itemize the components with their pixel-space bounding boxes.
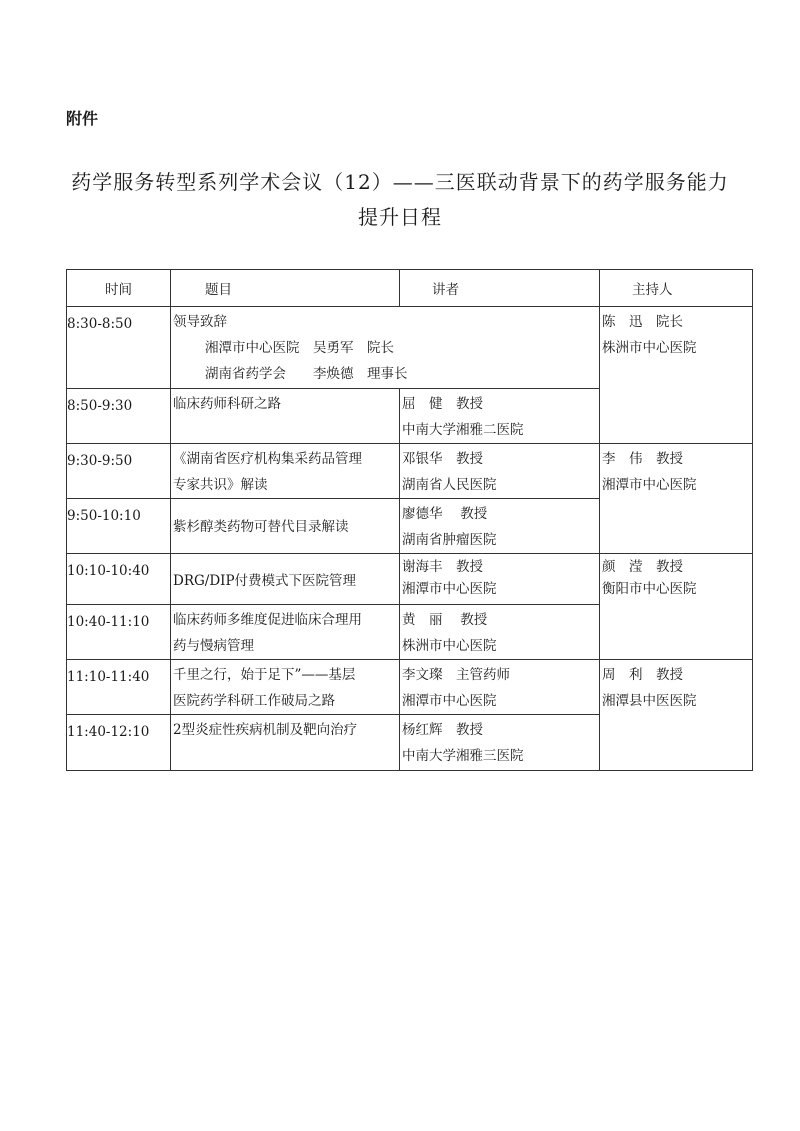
- speaker-name: 廖德华 教授: [402, 506, 488, 522]
- header-speaker-label: 讲者: [432, 282, 459, 298]
- time-text: 11:10-11:40: [67, 669, 150, 685]
- topic-cell: [171, 499, 400, 554]
- topic-text: 临床药师多维度促进临床合理用: [173, 612, 362, 628]
- table-row: [67, 660, 753, 715]
- topic-cell: [171, 444, 400, 499]
- schedule-table: [66, 269, 753, 771]
- time-cell: [67, 605, 171, 660]
- topic-cell: [171, 554, 400, 605]
- speaker-org: 湘潭市中心医院: [402, 693, 497, 709]
- topic-text: DRG/DIP付费模式下医院管理: [173, 573, 357, 589]
- host-name: 周 利 教授: [602, 667, 683, 683]
- speaker-org: 湖南省人民医院: [402, 477, 497, 493]
- time-text: 8:30-8:50: [67, 316, 133, 332]
- document-title-line1: 药学服务转型系列学术会议（12）——三医联动背景下的药学服务能力: [71, 170, 729, 194]
- topic-text: 紫杉醇类药物可替代目录解读: [173, 519, 349, 535]
- topic-text: 临床药师科研之路: [173, 396, 281, 412]
- time-text: 8:50-9:30: [67, 398, 133, 414]
- speaker-name: 黄 丽 教授: [402, 612, 488, 628]
- time-cell: [67, 389, 171, 444]
- host-org: 湘潭县中医医院: [602, 693, 697, 709]
- speaker-cell: [400, 389, 600, 444]
- speaker-name: 屈 健 教授: [402, 396, 483, 412]
- topic-text: 湖南省药学会 李焕德 理事长: [205, 366, 408, 382]
- speaker-org: 湖南省肿瘤医院: [402, 532, 497, 548]
- speaker-name: 杨红辉 教授: [402, 722, 483, 738]
- speaker-cell: [400, 499, 600, 554]
- topic-text: 专家共识》解读: [173, 477, 268, 493]
- time-cell: [67, 660, 171, 715]
- speaker-cell: [400, 660, 600, 715]
- header-speaker: [400, 270, 600, 307]
- topic-text: 湘潭市中心医院 吴勇军 院长: [205, 340, 394, 356]
- topic-cell: [171, 715, 400, 771]
- speaker-cell: [400, 715, 600, 771]
- time-text: 10:40-11:10: [67, 614, 150, 630]
- speaker-org: 株洲市中心医院: [402, 638, 497, 654]
- table-header-row: [67, 270, 753, 307]
- speaker-cell: [400, 605, 600, 660]
- topic-cell: [171, 660, 400, 715]
- host-org: 湘潭市中心医院: [602, 477, 697, 493]
- host-cell: [600, 444, 753, 554]
- topic-text: 药与慢病管理: [173, 638, 254, 654]
- speaker-name: 谢海丰 教授: [402, 559, 483, 575]
- time-cell: [67, 715, 171, 771]
- host-name: 颜 滢 教授: [602, 559, 683, 575]
- host-cell: [600, 554, 753, 660]
- topic-text: 千里之行，始于足下”——基层: [173, 667, 356, 683]
- time-text: 11:40-12:10: [67, 724, 150, 740]
- speaker-cell: [400, 444, 600, 499]
- host-name: 李 伟 教授: [602, 451, 683, 467]
- header-topic: [171, 270, 400, 307]
- topic-cell: [171, 389, 400, 444]
- header-host-label: 主持人: [632, 282, 673, 298]
- host-name: 陈 迅 院长: [602, 314, 683, 330]
- header-host: [600, 270, 753, 307]
- speaker-name: 李文璨 主管药师: [402, 667, 510, 683]
- host-org: 株洲市中心医院: [602, 340, 697, 356]
- time-text: 10:10-10:40: [67, 563, 150, 579]
- table-row: [67, 444, 753, 499]
- document-title-line2: 提升日程: [358, 205, 442, 229]
- topic-text: 《湖南省医疗机构集采药品管理: [173, 451, 362, 467]
- speaker-org: 中南大学湘雅三医院: [402, 748, 524, 764]
- time-cell: [67, 499, 171, 554]
- topic-cell: [171, 307, 600, 389]
- table-row: [67, 554, 753, 605]
- attachment-label: 附件: [66, 109, 99, 128]
- topic-cell: [171, 605, 400, 660]
- time-cell: [67, 554, 171, 605]
- time-cell: [67, 307, 171, 389]
- header-time: 时间: [67, 270, 171, 307]
- time-text: 9:30-9:50: [67, 453, 133, 469]
- host-cell: [600, 660, 753, 771]
- speaker-org: 湘潭市中心医院: [402, 581, 497, 597]
- speaker-name: 邓银华 教授: [402, 451, 483, 467]
- topic-text: 领导致辞: [173, 314, 227, 330]
- speaker-cell: [400, 554, 600, 605]
- topic-text: 医院药学科研工作破局之路: [173, 693, 335, 709]
- time-cell: [67, 444, 171, 499]
- host-cell: [600, 307, 753, 444]
- table-row: [67, 307, 753, 389]
- header-topic-label: 题目: [205, 282, 232, 298]
- time-text: 9:50-10:10: [67, 508, 141, 524]
- topic-text: 2型炎症性疾病机制及靶向治疗: [173, 722, 358, 738]
- speaker-org: 中南大学湘雅二医院: [402, 422, 524, 438]
- host-org: 衡阳市中心医院: [602, 581, 697, 597]
